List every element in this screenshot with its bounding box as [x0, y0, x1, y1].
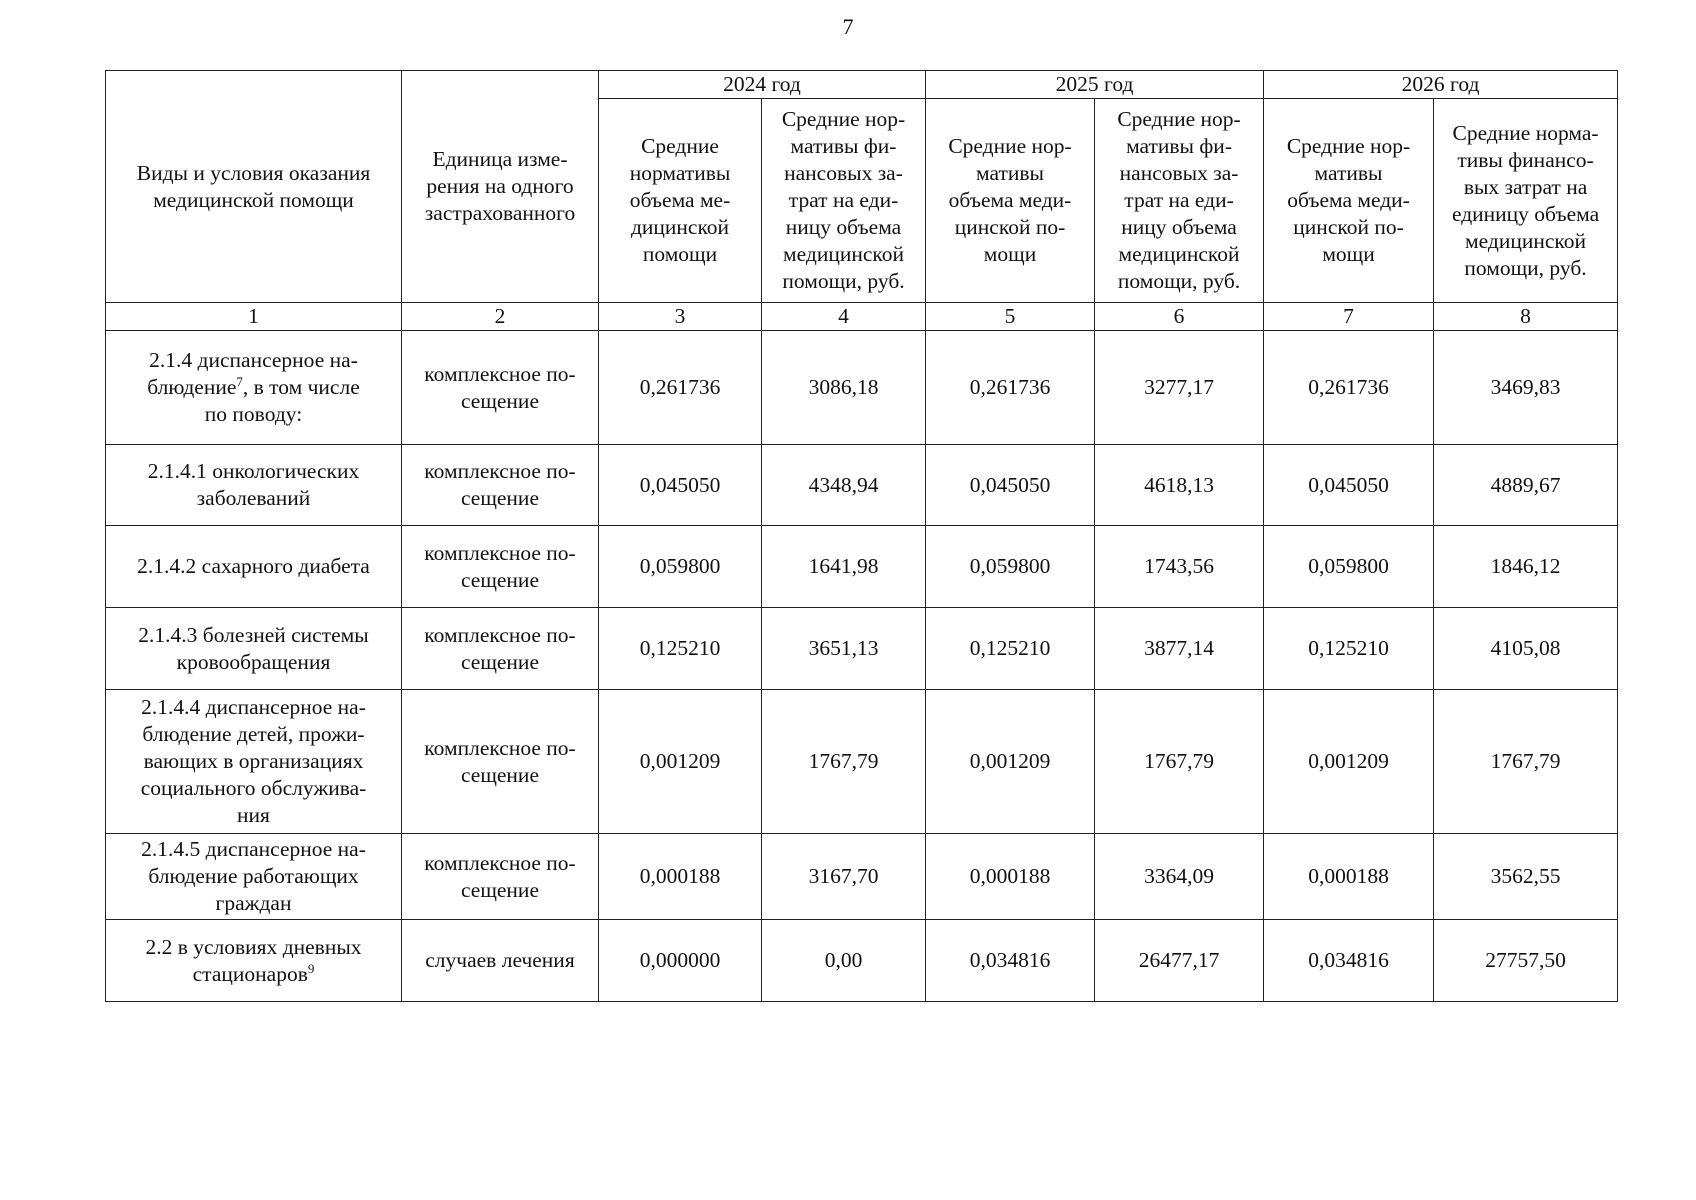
- cell-2024-cost: 4348,94: [762, 445, 926, 526]
- row-unit: случаев лечения: [402, 920, 599, 1002]
- cell-2024-cost: 3651,13: [762, 608, 926, 690]
- cell-2026-volume: 0,000188: [1264, 834, 1434, 920]
- header-years-row: [106, 71, 1618, 99]
- medical-care-norms-table: [105, 70, 1618, 1002]
- cell-2025-volume: 0,001209: [926, 690, 1095, 834]
- cell-2026-volume: 0,125210: [1264, 608, 1434, 690]
- row-unit: комплексное по- сещение: [402, 608, 599, 690]
- cell-2026-volume: 0,001209: [1264, 690, 1434, 834]
- row-care-type: [106, 331, 402, 445]
- page-number: 7: [842, 14, 854, 39]
- cell-2025-cost: 1767,79: [1095, 690, 1264, 834]
- cell-2026-cost: 27757,50: [1434, 920, 1618, 1002]
- row-care-type-text: 2.1.4 диспансерное на- блюдение: [147, 348, 358, 399]
- row-unit: комплексное по- сещение: [402, 526, 599, 608]
- row-care-type-text: 2.2 в условиях дневных стационаров: [145, 934, 362, 986]
- cell-2024-cost: 1641,98: [762, 526, 926, 608]
- cell-2026-cost: 4105,08: [1434, 608, 1618, 690]
- header-year-2025: 2025 год: [926, 71, 1264, 99]
- row-care-type: [106, 920, 402, 1002]
- cell-2025-volume: 0,045050: [926, 445, 1095, 526]
- cell-2024-cost: 3086,18: [762, 331, 926, 445]
- cell-2024-cost: 0,00: [762, 920, 926, 1002]
- cell-2025-cost: 3877,14: [1095, 608, 1264, 690]
- cell-2026-volume: 0,261736: [1264, 331, 1434, 445]
- table-row: [106, 331, 1618, 445]
- row-care-type: 2.1.4.4 диспансерное на- блюдение детей, прожи- вающих в организациях социального обслужива- ния: [106, 690, 402, 834]
- column-number: 6: [1095, 303, 1264, 331]
- row-care-type: 2.1.4.2 сахарного диабета: [106, 526, 402, 608]
- cell-2026-volume: 0,059800: [1264, 526, 1434, 608]
- cell-2024-volume: 0,000188: [599, 834, 762, 920]
- cell-2025-volume: 0,125210: [926, 608, 1095, 690]
- table-row: [106, 445, 1618, 526]
- cell-2024-volume: 0,059800: [599, 526, 762, 608]
- cell-2025-cost: 4618,13: [1095, 445, 1264, 526]
- header-2025-cost: Средние нор- мативы фи- нансовых за- трат на еди- ницу объема медицинской помощи, руб.: [1095, 99, 1264, 303]
- cell-2026-cost: 1846,12: [1434, 526, 1618, 608]
- footnote-ref: 9: [307, 960, 315, 976]
- column-number: 7: [1264, 303, 1434, 331]
- cell-2025-cost: 3364,09: [1095, 834, 1264, 920]
- table-row: [106, 526, 1618, 608]
- table-row: [106, 608, 1618, 690]
- row-unit: комплексное по- сещение: [402, 690, 599, 834]
- header-numbers-row: [106, 303, 1618, 331]
- column-number: 3: [599, 303, 762, 331]
- header-2025-volume: Средние нор- мативы объема меди- цинской по- мощи: [926, 99, 1095, 303]
- column-number: 1: [106, 303, 402, 331]
- cell-2024-volume: 0,000000: [599, 920, 762, 1002]
- header-2024-volume: Средние нормативы объема ме- дицинской помощи: [599, 99, 762, 303]
- cell-2026-cost: 1767,79: [1434, 690, 1618, 834]
- header-year-2026: 2026 год: [1264, 71, 1618, 99]
- header-2026-volume: Средние нор- мативы объема меди- цинской по- мощи: [1264, 99, 1434, 303]
- cell-2026-cost: 3562,55: [1434, 834, 1618, 920]
- cell-2026-volume: 0,034816: [1264, 920, 1434, 1002]
- table-row: [106, 834, 1618, 920]
- cell-2025-cost: 3277,17: [1095, 331, 1264, 445]
- row-care-type-text-tail: , в том числе по поводу:: [204, 375, 360, 426]
- table-row: [106, 920, 1618, 1002]
- header-2024-cost: Средние нор- мативы фи- нансовых за- трат на еди- ницу объема медицинской помощи, руб.: [762, 99, 926, 303]
- header-2026-cost: Средние норма- тивы финансо- вых затрат на единицу объема медицинской помощи, руб.: [1434, 99, 1618, 303]
- cell-2026-cost: 3469,83: [1434, 331, 1618, 445]
- cell-2025-cost: 26477,17: [1095, 920, 1264, 1002]
- cell-2025-volume: 0,000188: [926, 834, 1095, 920]
- cell-2024-cost: 1767,79: [762, 690, 926, 834]
- cell-2024-volume: 0,045050: [599, 445, 762, 526]
- row-unit: комплексное по- сещение: [402, 834, 599, 920]
- cell-2026-cost: 4889,67: [1434, 445, 1618, 526]
- header-care-types: Виды и условия оказания медицинской помощи: [106, 71, 402, 303]
- table-row: [106, 690, 1618, 834]
- column-number: 4: [762, 303, 926, 331]
- row-unit: комплексное по- сещение: [402, 445, 599, 526]
- footnote-ref: 7: [236, 373, 243, 389]
- cell-2025-volume: 0,059800: [926, 526, 1095, 608]
- column-number: 8: [1434, 303, 1618, 331]
- header-year-2024: 2024 год: [599, 71, 926, 99]
- cell-2024-cost: 3167,70: [762, 834, 926, 920]
- row-care-type: 2.1.4.1 онкологических заболеваний: [106, 445, 402, 526]
- row-care-type: 2.1.4.3 болезней системы кровообращения: [106, 608, 402, 690]
- cell-2025-volume: 0,261736: [926, 331, 1095, 445]
- column-number: 5: [926, 303, 1095, 331]
- cell-2024-volume: 0,001209: [599, 690, 762, 834]
- cell-2026-volume: 0,045050: [1264, 445, 1434, 526]
- cell-2024-volume: 0,261736: [599, 331, 762, 445]
- column-number: 2: [402, 303, 599, 331]
- header-unit: Единица изме- рения на одного застрахованного: [402, 71, 599, 303]
- row-unit: комплексное по- сещение: [402, 331, 599, 445]
- row-care-type: 2.1.4.5 диспансерное на- блюдение работающих граждан: [106, 834, 402, 920]
- cell-2024-volume: 0,125210: [599, 608, 762, 690]
- cell-2025-cost: 1743,56: [1095, 526, 1264, 608]
- cell-2025-volume: 0,034816: [926, 920, 1095, 1002]
